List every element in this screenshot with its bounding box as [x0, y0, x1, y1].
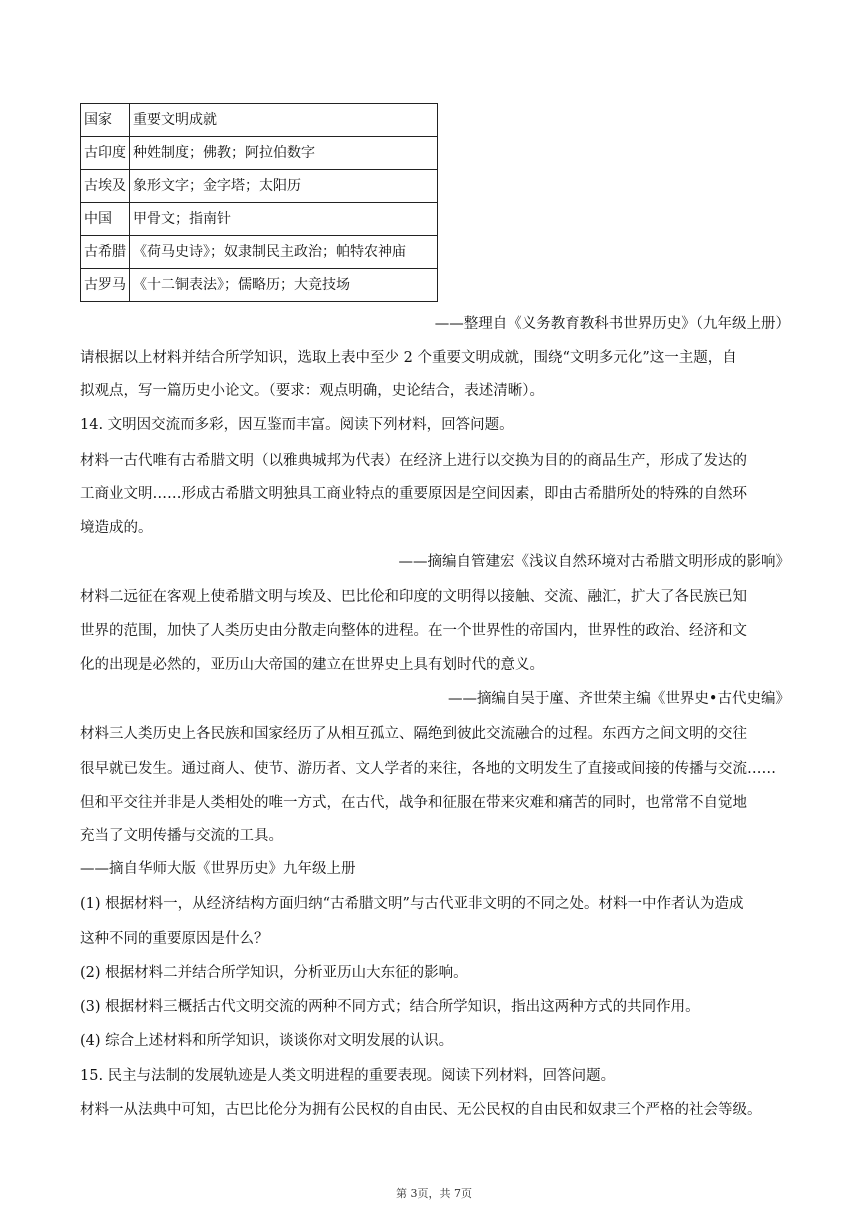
sub-question: 这种不同的重要原因是什么？ — [80, 931, 269, 947]
material-text: 材料一从法典中可知，古巴比伦分为拥有公民权的自由民、无公民权的自由民和奴隶三个严格的社会等级。 — [80, 1102, 762, 1118]
civilization-table — [80, 103, 438, 302]
material-text: 但和平交往并非是人类相处的唯一方式，在古代，战争和征服在带来灾难和痛苦的同时，也常常不自觉地 — [80, 795, 747, 811]
sub-question: (4) 综合上述材料和所学知识，谈谈你对文明发展的认识。 — [80, 1033, 454, 1049]
material-text: 化的出现是必然的，亚历山大帝国的建立在世界史上具有划时代的意义。 — [80, 657, 544, 673]
table-cell: 《荷马史诗》；奴隶制民主政治；帕特农神庙 — [130, 236, 438, 269]
table-row — [81, 104, 438, 137]
question-text: 拟观点，写一篇历史小论文。（要求：观点明确，史论结合，表述清晰）。 — [80, 383, 544, 399]
source-citation: ——摘编自吴于廑、齐世荣主编《世界史•古代史编》 — [447, 691, 790, 707]
table-row — [81, 236, 438, 269]
table-row — [81, 269, 438, 302]
page-number: 第 3页，共 7页 — [396, 1187, 472, 1200]
material-text: 工商业文明……形成古希腊文明独具工商业特点的重要原因是空间因素，即由古希腊所处的特殊的自然环 — [80, 486, 747, 502]
sub-question: (2) 根据材料二并结合所学知识，分析亚历山大东征的影响。 — [80, 965, 468, 981]
table-cell: 古埃及 — [81, 170, 130, 203]
source-citation: ——整理自《义务教育教科书世界历史》（九年级上册） — [434, 316, 790, 332]
table-cell: 《十二铜表法》；儒略历；大竞技场 — [130, 269, 438, 302]
table-cell: 古罗马 — [81, 269, 130, 302]
table-cell: 古印度 — [81, 137, 130, 170]
source-citation: ——摘自华师大版《世界历史》九年级上册 — [80, 861, 356, 877]
table-cell: 古希腊 — [81, 236, 130, 269]
material-text: 材料一古代唯有古希腊文明（以雅典城邦为代表）在经济上进行以交换为目的的商品生产，形成了发达的 — [80, 453, 747, 469]
question-heading: 14. 文明因交流而多彩，因互鉴而丰富。阅读下列材料，回答问题。 — [80, 417, 514, 433]
table-cell: 甲骨文；指南针 — [130, 203, 438, 236]
table-row — [81, 203, 438, 236]
sub-question: (3) 根据材料三概括古代文明交流的两种不同方式；结合所学知识，指出这两种方式的共同作用。 — [80, 999, 700, 1015]
table-cell: 种姓制度；佛教；阿拉伯数字 — [130, 137, 438, 170]
table-cell: 国家 — [81, 104, 130, 137]
material-text: 境造成的。 — [80, 520, 153, 536]
table-row — [81, 137, 438, 170]
material-text: 材料二远征在客观上使希腊文明与埃及、巴比伦和印度的文明得以接触、交流、融汇，扩大了各民族已知 — [80, 589, 747, 605]
sub-question: (1) 根据材料一，从经济结构方面归纳“古希腊文明”与古代亚非文明的不同之处。材料一中作者认为造成 — [80, 896, 744, 912]
table-cell: 重要文明成就 — [130, 104, 438, 137]
material-text: 世界的范围，加快了人类历史由分散走向整体的进程。在一个世界性的帝国内，世界性的政治、经济和文 — [80, 623, 747, 639]
table-cell: 中国 — [81, 203, 130, 236]
question-heading: 15. 民主与法制的发展轨迹是人类文明进程的重要表现。阅读下列材料，回答问题。 — [80, 1068, 616, 1084]
material-text: 充当了文明传播与交流的工具。 — [80, 828, 283, 844]
table-cell: 象形文字；金字塔；太阳历 — [130, 170, 438, 203]
material-text: 材料三人类历史上各民族和国家经历了从相互孤立、隔绝到彼此交流融合的过程。东西方之间文明的交往 — [80, 726, 747, 742]
source-citation: ——摘编自管建宏《浅议自然环境对古希腊文明形成的影响》 — [398, 554, 790, 570]
table-row — [81, 170, 438, 203]
material-text: 很早就已发生。通过商人、使节、游历者、文人学者的来往，各地的文明发生了直接或间接的传播与交流…… — [80, 761, 776, 777]
question-text: 请根据以上材料并结合所学知识，选取上表中至少 2 个重要文明成就，围绕“文明多元化”这一主题，自 — [80, 350, 737, 366]
